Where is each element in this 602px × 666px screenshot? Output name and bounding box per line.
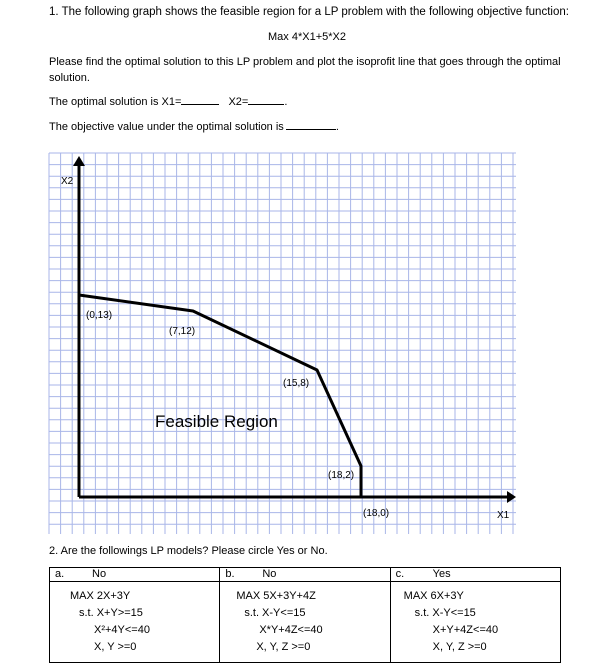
objective-value-label: The objective value under the optimal solution is <box>49 121 284 133</box>
grid <box>49 153 516 534</box>
model-c-answer[interactable]: Yes <box>432 568 451 580</box>
model-a-constraint-2: X²+4Y<=40 <box>94 624 150 636</box>
model-a-answer[interactable]: No <box>92 568 107 580</box>
y-axis-label: X2 <box>61 176 74 187</box>
optimal-x1-label: The optimal solution is X1= <box>49 96 182 108</box>
question-1-title: 1. The following graph shows the feasible region for a LP problem with the following objective function: <box>49 6 569 18</box>
model-a-cell <box>50 568 220 663</box>
model-c-constraint-3: X, Y, Z >=0 <box>432 641 487 653</box>
point-label-15-8: (15,8) <box>283 378 310 389</box>
model-b-answer[interactable]: No <box>262 568 277 580</box>
model-b-body <box>220 581 389 656</box>
model-c-objective: MAX 6X+3Y <box>403 590 464 602</box>
model-c-body <box>391 581 560 656</box>
question-1-instruction: Please find the optimal solution to this LP problem and plot the isoprofit line that goes through the optimal solution. <box>49 56 561 84</box>
model-a-objective: MAX 2X+3Y <box>70 590 131 602</box>
model-b-cell <box>220 568 390 663</box>
y-axis-arrow-icon <box>73 156 85 166</box>
optimal-x2-label: X2= <box>228 96 249 108</box>
model-a-letter: a. <box>55 568 65 580</box>
model-a-constraint-3: X, Y >=0 <box>94 641 137 653</box>
x-axis-label: X1 <box>497 510 510 521</box>
optimal-period: . <box>284 96 288 108</box>
model-a-body <box>50 581 219 656</box>
model-c-header <box>391 568 560 581</box>
model-c-constraint-2: X+Y+4Z<=40 <box>432 624 499 636</box>
point-label-18-0: (18,0) <box>363 508 390 519</box>
model-b-letter: b. <box>225 568 235 580</box>
model-a-header <box>50 568 219 581</box>
model-b-constraint-1: s.t. X-Y<=15 <box>244 607 306 619</box>
model-c-constraint-1: s.t. X-Y<=15 <box>414 607 476 619</box>
model-b-header <box>220 568 389 581</box>
point-label-7-12: (7,12) <box>169 326 196 337</box>
model-a-constraint-1: s.t. X+Y>=15 <box>79 607 143 619</box>
point-label-18-2: (18,2) <box>328 470 355 481</box>
feasible-region-label: Feasible Region <box>155 412 278 431</box>
point-label-0-13: (0,13) <box>86 310 113 321</box>
model-b-constraint-3: X, Y, Z >=0 <box>256 641 311 653</box>
model-c-letter: c. <box>395 568 405 580</box>
objective-function: Max 4*X1+5*X2 <box>268 31 346 43</box>
objective-value-period: . <box>335 121 339 133</box>
question-2-title: 2. Are the followings LP models? Please circle Yes or No. <box>49 545 328 557</box>
model-c-cell <box>390 568 560 663</box>
model-b-objective: MAX 5X+3Y+4Z <box>236 590 316 602</box>
lp-models-table <box>49 567 561 663</box>
model-b-constraint-2: X*Y+4Z<=40 <box>259 624 323 636</box>
